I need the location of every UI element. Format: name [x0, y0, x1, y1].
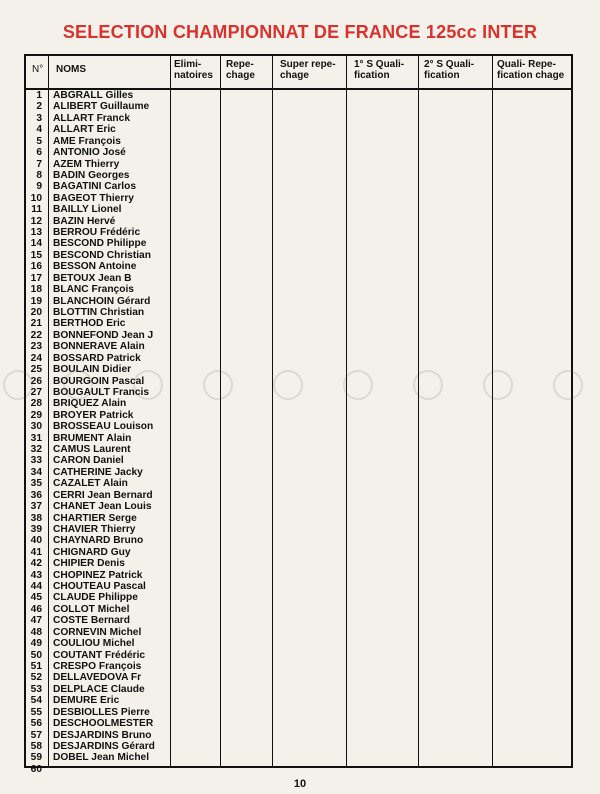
rider-number: 16	[30, 261, 42, 273]
rider-number: 48	[30, 626, 42, 638]
rider-name: ANTONIO José	[53, 147, 126, 159]
rider-number: 56	[30, 718, 42, 730]
rider-name: BOUGAULT Francis	[53, 386, 150, 398]
rider-name: BOULAIN Didier	[53, 364, 132, 376]
rider-number: 9	[36, 181, 42, 193]
rider-name: BERTHOD Eric	[53, 318, 126, 330]
rider-name: DELLAVEDOVA Fr	[53, 672, 142, 684]
rider-number: 1	[36, 90, 42, 101]
rider-name: AME François	[53, 135, 121, 147]
rider-name: BESCOND Philippe	[53, 238, 147, 250]
rider-name: BLOTTIN Christian	[53, 306, 145, 318]
rider-name: CRESPO François	[53, 661, 142, 672]
rider-number: 8	[36, 169, 42, 181]
page-title: SELECTION CHAMPIONNAT DE FRANCE 125cc INTER	[62, 22, 538, 42]
rider-number: 7	[36, 158, 42, 170]
rider-name: CLAUDE Philippe	[53, 592, 138, 604]
rider-name: CERRI Jean Bernard	[53, 489, 153, 501]
rider-number: 11	[31, 204, 42, 216]
rider-name: COLLOT Michel	[53, 603, 130, 615]
rider-name: BERROU Frédéric	[53, 227, 141, 239]
rider-name: DESJARDINS Gérard	[53, 740, 155, 752]
rider-number: 43	[30, 569, 42, 581]
rider-number: 39	[30, 523, 42, 535]
rider-name: CAZALET Alain	[53, 478, 128, 490]
rider-number: 60	[30, 763, 42, 775]
watermark-logo-strip	[0, 365, 600, 425]
rider-number: 2	[36, 101, 42, 113]
rider-name: CHARTIER Serge	[53, 512, 137, 524]
rider-name: BROYER Patrick	[53, 409, 134, 421]
rider-name: BONNERAVE Alain	[53, 341, 145, 353]
rider-number: 15	[30, 249, 42, 261]
header-eliminatoires: Elimi- natoires	[174, 59, 213, 81]
rider-name: BRUMENT Alain	[53, 432, 132, 444]
rider-number: 33	[30, 455, 42, 467]
rider-number: 51	[30, 661, 42, 672]
rider-number: 53	[30, 683, 42, 695]
rider-number: 59	[30, 752, 42, 764]
watermark	[0, 365, 600, 425]
rider-number: 52	[30, 672, 42, 684]
rider-number: 37	[30, 501, 42, 513]
header-num: N°	[32, 64, 44, 75]
rider-number: 23	[30, 341, 42, 353]
rider-number: 6	[36, 147, 42, 159]
rider-name: COULIOU Michel	[53, 638, 135, 650]
rider-name: CATHERINE Jacky	[53, 466, 143, 478]
rider-name: BAGEOT Thierry	[53, 192, 134, 204]
rider-number: 45	[30, 592, 42, 604]
rider-name: CHAYNARD Bruno	[53, 535, 144, 547]
rider-name: CHOPINEZ Patrick	[53, 569, 143, 581]
rider-number: 14	[30, 238, 42, 250]
rider-number: 34	[30, 466, 42, 478]
rider-name: CAMUS Laurent	[53, 444, 131, 456]
rider-number: 54	[30, 695, 42, 707]
rider-name: BAZIN Hervé	[53, 215, 116, 227]
rider-name: CHANET Jean Louis	[53, 501, 152, 513]
rider-number: 3	[36, 112, 42, 124]
rider-name: BONNEFOND Jean J	[53, 329, 154, 341]
rider-number: 12	[30, 215, 42, 227]
rider-name: BAGATINI Carlos	[53, 181, 137, 193]
rider-name: ALIBERT Guillaume	[53, 101, 150, 113]
rider-number: 50	[30, 649, 42, 661]
rider-number: 31	[30, 432, 42, 444]
rider-number: 21	[30, 318, 42, 330]
rider-number: 35	[30, 478, 42, 490]
rider-number: 36	[30, 489, 42, 501]
rider-name: DEMURE Eric	[53, 695, 120, 707]
rider-number: 41	[30, 546, 42, 558]
rider-number: 10	[30, 192, 42, 204]
rider-name: BESCOND Christian	[53, 249, 151, 261]
rider-name: DESCHOOLMESTER	[53, 718, 154, 730]
rider-number: 20	[30, 306, 42, 318]
rider-name: BETOUX Jean B	[53, 272, 132, 284]
rider-number: 27	[30, 386, 42, 398]
page-number: 10	[293, 778, 307, 790]
rider-name: COSTE Bernard	[53, 615, 130, 627]
rider-name: ALLART Eric	[53, 124, 116, 136]
rider-number: 17	[30, 272, 42, 284]
header-2s-qualification: 2° S Quali- fication	[424, 59, 475, 81]
rider-number: 5	[36, 135, 42, 147]
rider-name: BESSON Antoine	[53, 261, 137, 273]
rider-name: ALLART Franck	[53, 112, 130, 124]
rider-name: CORNEVIN Michel	[53, 626, 142, 638]
rider-number: 30	[30, 421, 42, 433]
rider-name: BADIN Georges	[53, 169, 130, 181]
rider-name: DELPLACE Claude	[53, 683, 145, 695]
rider-name: DESBIOLLES Pierre	[53, 706, 150, 718]
rider-name: CHAVIER Thierry	[53, 523, 136, 535]
rider-number: 22	[30, 329, 42, 341]
rider-number: 55	[30, 706, 42, 718]
rider-number: 42	[30, 558, 42, 570]
rider-number: 4	[36, 124, 42, 136]
rider-name: BAILLY Lionel	[53, 204, 122, 216]
rider-number: 19	[30, 295, 42, 307]
rider-name: AZEM Thierry	[53, 158, 120, 170]
rider-name: CHOUTEAU Pascal	[53, 581, 146, 593]
header-repechage: Repe- chage	[226, 59, 255, 81]
rider-number: 26	[30, 375, 42, 387]
rider-name: BLANCHOIN Gérard	[53, 295, 151, 307]
rider-number: 47	[30, 615, 42, 627]
rider-name: ABGRALL Gilles	[53, 90, 134, 101]
header-super-repechage: Super repe- chage	[280, 59, 336, 81]
rider-number: 24	[30, 352, 42, 364]
rider-number: 38	[30, 512, 42, 524]
rider-number: 46	[30, 603, 42, 615]
rider-number: 28	[30, 398, 42, 410]
rider-name: BOURGOIN Pascal	[53, 375, 145, 387]
rider-name: CHIGNARD Guy	[53, 546, 131, 558]
rider-name: BRIQUEZ Alain	[53, 398, 127, 410]
rider-number: 25	[30, 364, 42, 376]
rider-name: CHIPIER Denis	[53, 558, 125, 570]
rider-name: COUTANT Frédéric	[53, 649, 146, 661]
rider-number: 40	[30, 535, 42, 547]
rider-number: 57	[30, 729, 42, 741]
rider-number: 32	[30, 444, 42, 456]
rider-number: 29	[30, 409, 42, 421]
rider-name: DESJARDINS Bruno	[53, 729, 152, 741]
rider-name: CARON Daniel	[53, 455, 124, 467]
header-qualif-repechage: Quali- Repe- fication chage	[497, 59, 565, 81]
rider-name: BOSSARD Patrick	[53, 352, 141, 364]
rider-number: 58	[30, 740, 42, 752]
header-noms: NOMS	[56, 64, 86, 75]
rider-name: BLANC François	[53, 284, 134, 296]
rider-number: 44	[30, 581, 42, 593]
rider-name: BROSSEAU Louison	[53, 421, 154, 433]
rider-number: 18	[30, 284, 42, 296]
table-header	[26, 56, 571, 90]
header-1s-qualification: 1° S Quali- fication	[354, 59, 405, 81]
rider-number: 13	[30, 227, 42, 239]
rider-name: DOBEL Jean Michel	[53, 752, 150, 764]
rider-number: 49	[30, 638, 42, 650]
